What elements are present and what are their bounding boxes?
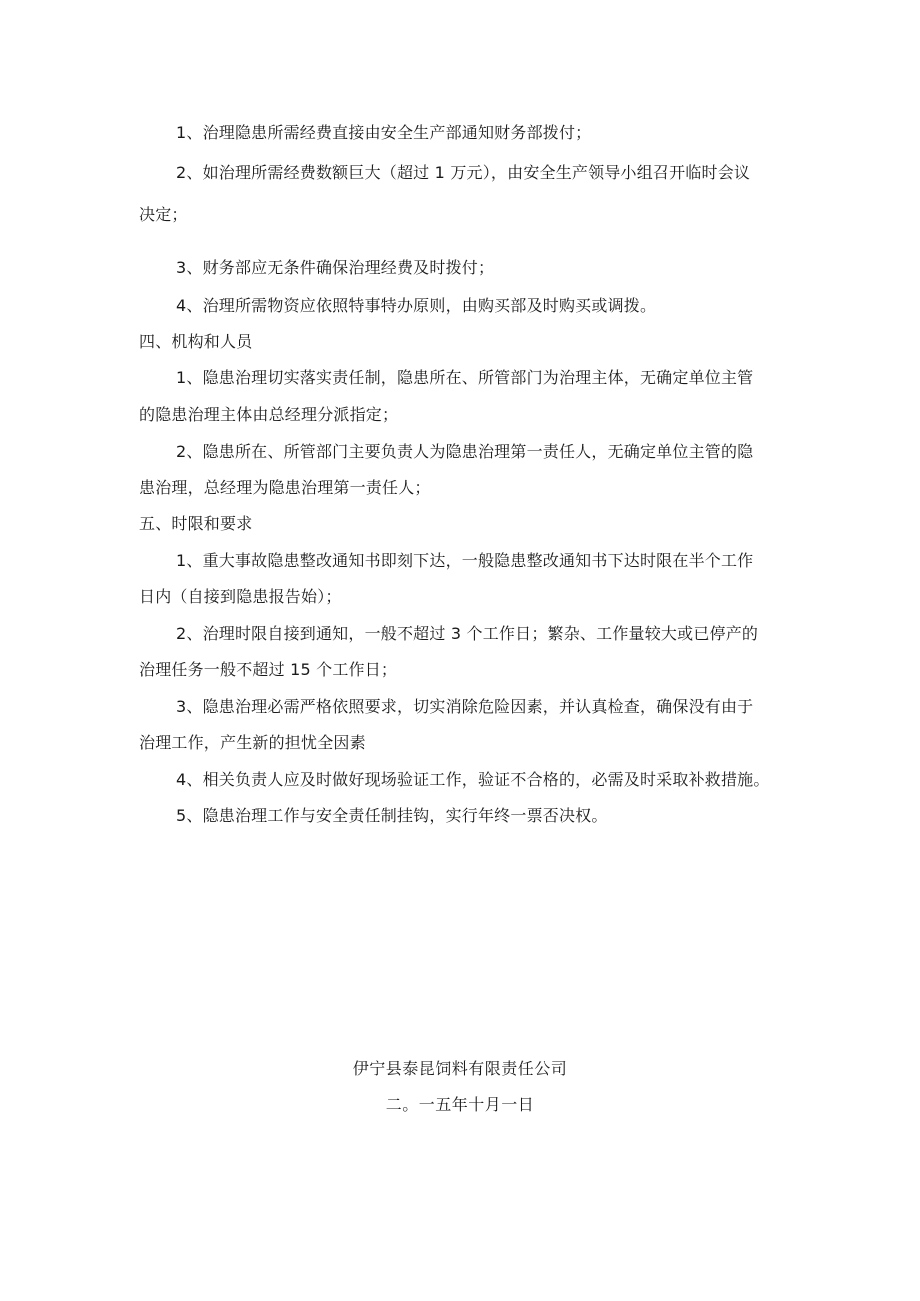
section-5-item-3-line-1: 3、隐患治理必需严格依照要求，切实消除危险因素，并认真检查，确保没有由于: [176, 697, 754, 716]
funding-item-3: 3、财务部应无条件确保治理经费及时拨付；: [176, 258, 495, 277]
section-5-item-5: 5、隐患治理工作与安全责任制挂钩，实行年终一票否决权。: [176, 806, 608, 825]
section-5-item-3-line-2: 治理工作，产生新的担忧全因素: [139, 733, 366, 752]
section-4-item-2-line-1: 2、隐患所在、所管部门主要负责人为隐患治理第一责任人，无确定单位主管的隐: [176, 442, 754, 461]
document-date: 二。一五年十月一日: [385, 1095, 535, 1114]
funding-item-2-line-1: 2、如治理所需经费数额巨大（超过 1 万元），由安全生产领导小组召开临时会议: [176, 163, 751, 182]
section-4-heading: 四、机构和人员: [139, 332, 253, 351]
section-4-item-1-line-2: 的隐患治理主体由总经理分派指定；: [139, 405, 399, 424]
company-name: 伊宁县泰昆饲料有限责任公司: [352, 1059, 568, 1078]
section-5-item-2-line-2: 治理任务一般不超过 15 个工作日；: [139, 660, 398, 679]
funding-item-2-line-2: 决定；: [139, 205, 188, 224]
section-5-heading: 五、时限和要求: [139, 514, 253, 533]
section-5-item-1-line-1: 1、重大事故隐患整改通知书即刻下达，一般隐患整改通知书下达时限在半个工作: [176, 551, 754, 570]
funding-item-1: 1、治理隐患所需经费直接由安全生产部通知财务部拨付；: [176, 123, 592, 142]
funding-item-4: 4、治理所需物资应依照特事特办原则，由购买部及时购买或调拨。: [176, 296, 657, 315]
section-5-item-2-line-1: 2、治理时限自接到通知，一般不超过 3 个工作日；繁杂、工作量较大或已停产的: [176, 624, 759, 643]
section-5-item-1-line-2: 日内（自接到隐患报告始）；: [139, 587, 342, 606]
section-5-item-4: 4、相关负责人应及时做好现场验证工作，验证不合格的，必需及时采取补救措施。: [176, 770, 770, 789]
section-4-item-1-line-1: 1、隐患治理切实落实责任制，隐患所在、所管部门为治理主体，无确定单位主管: [176, 368, 754, 387]
section-4-item-2-line-2: 患治理，总经理为隐患治理第一责任人；: [139, 478, 431, 497]
